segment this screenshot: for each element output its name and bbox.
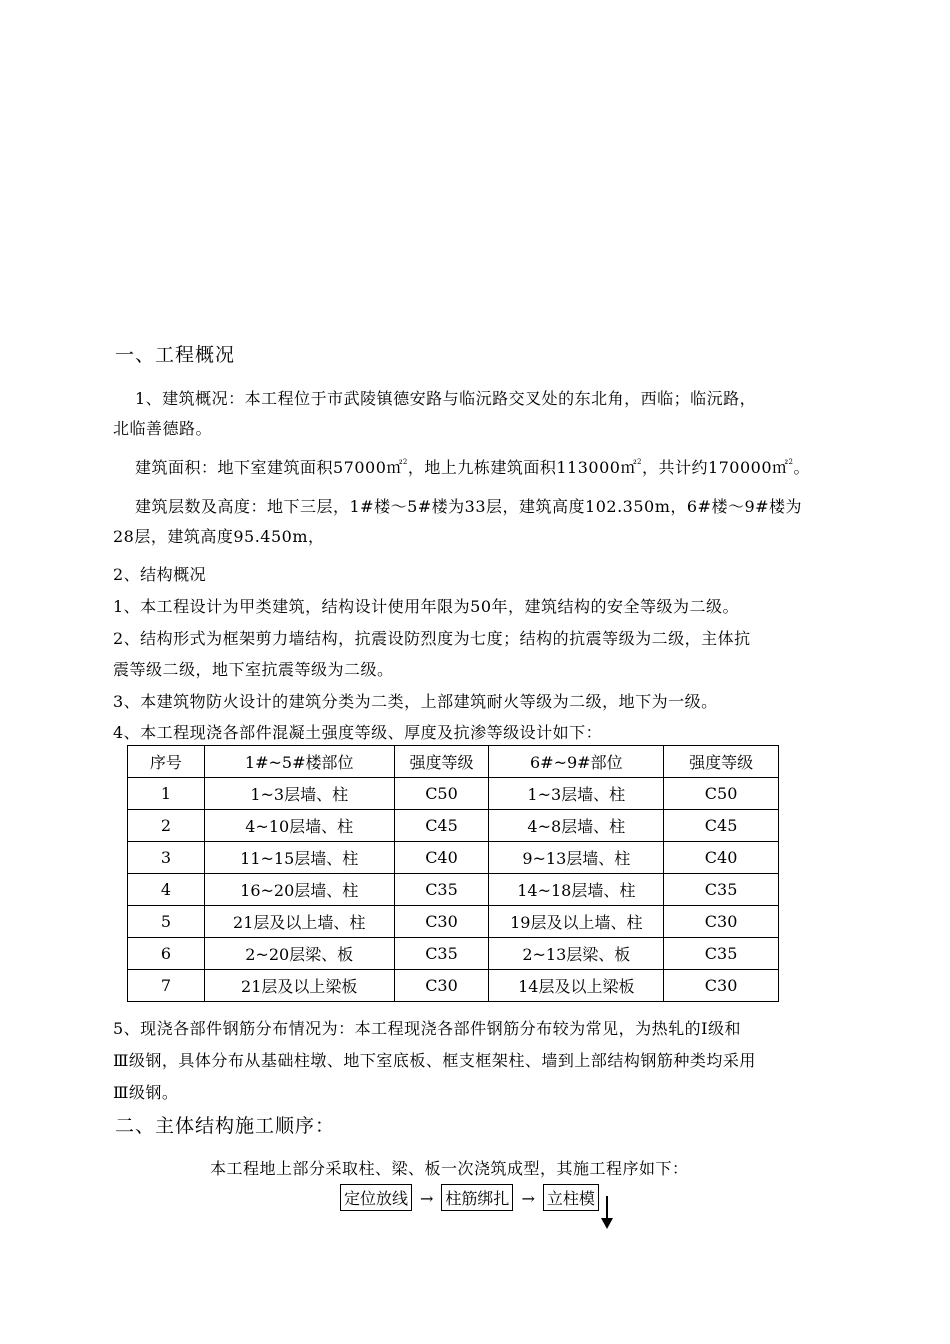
table-cell: C35	[394, 874, 489, 906]
table-cell: 2~20层梁、板	[204, 938, 394, 970]
paragraph-area	[135, 455, 810, 478]
area-basement: 建筑面积：地下室建筑面积57000㎡	[135, 458, 403, 477]
area-sup-3: 2	[788, 458, 794, 466]
flow-down-arrow-line	[606, 1196, 608, 1218]
section-title-overview: 一、工程概况	[115, 344, 236, 366]
table-cell: 11~15层墙、柱	[204, 842, 394, 874]
table-cell: C30	[394, 906, 489, 938]
table-cell: C30	[664, 906, 779, 938]
table-cell: C35	[664, 938, 779, 970]
rebar-paragraph-line3: Ⅲ级钢。	[113, 1083, 179, 1102]
table-cell: 1	[128, 778, 205, 810]
area-end: 。	[793, 458, 811, 477]
table-cell: 4	[128, 874, 205, 906]
table-cell: 21层及以上梁板	[204, 970, 394, 1002]
rebar-paragraph-line1: 5、现浇各部件钢筋分布情况为：本工程现浇各部件钢筋分布较为常见，为热轧的Ⅰ级和	[113, 1019, 742, 1038]
construction-flowchart	[340, 1184, 599, 1211]
table-cell: C35	[394, 938, 489, 970]
table-cell: 16~20层墙、柱	[204, 874, 394, 906]
table-header-row	[128, 746, 779, 778]
table-cell: 3	[128, 842, 205, 874]
table-cell: C40	[664, 842, 779, 874]
paragraph-floors-line1: 建筑层数及高度：地下三层，1#楼～5#楼为33层，建筑高度102.350m，6#楼～9#楼为	[135, 497, 803, 516]
table-cell: C35	[664, 874, 779, 906]
table-cell: C40	[394, 842, 489, 874]
flow-step-positioning: 定位放线	[340, 1184, 412, 1211]
table-cell: 4~8层墙、柱	[489, 810, 664, 842]
table-header: 6#~9#部位	[489, 746, 664, 778]
rebar-paragraph-line2: Ⅲ级钢，具体分布从基础柱墩、地下室底板、框支框架柱、墙到上部结构钢筋种类均采用	[113, 1051, 756, 1070]
table-cell: 19层及以上墙、柱	[489, 906, 664, 938]
area-sup-1: 2	[402, 458, 408, 466]
table-row	[128, 970, 779, 1002]
paragraph-building-line1: 1、建筑概况：本工程位于市武陵镇德安路与临沅路交叉处的东北角，西临；临沅路，	[135, 389, 757, 408]
area-total: ，共计约170000㎡	[641, 458, 789, 477]
table-header: 序号	[128, 746, 205, 778]
table-cell: C50	[664, 778, 779, 810]
table-row	[128, 906, 779, 938]
structure-item-2-line2: 震等级二级，地下室抗震等级为二级。	[113, 660, 394, 679]
table-cell: 5	[128, 906, 205, 938]
table-cell: C45	[664, 810, 779, 842]
area-sup-2: 2	[636, 458, 642, 466]
table-cell: C45	[394, 810, 489, 842]
table-header: 1#~5#楼部位	[204, 746, 394, 778]
table-cell: 14~18层墙、柱	[489, 874, 664, 906]
table-cell: 9~13层墙、柱	[489, 842, 664, 874]
table-cell: 14层及以上梁板	[489, 970, 664, 1002]
paragraph-building-line2: 北临善德路。	[113, 419, 213, 438]
structure-item-2-line1: 2、结构形式为框架剪力墙结构，抗震设防烈度为七度；结构的抗震等级为二级，主体抗	[113, 629, 751, 648]
table-row	[128, 810, 779, 842]
structure-item-1: 1、本工程设计为甲类建筑，结构设计使用年限为50年，建筑结构的安全等级为二级。	[113, 597, 740, 616]
table-cell: 21层及以上墙、柱	[204, 906, 394, 938]
flow-step-column-formwork: 立柱模	[543, 1184, 599, 1211]
table-cell: 4~10层墙、柱	[204, 810, 394, 842]
sequence-intro: 本工程地上部分采取柱、梁、板一次浇筑成型，其施工程序如下：	[210, 1159, 689, 1178]
table-header: 强度等级	[394, 746, 489, 778]
table-cell: C50	[394, 778, 489, 810]
structure-item-3: 3、本建筑物防火设计的建筑分类为二类，上部建筑耐火等级为二级，地下为一级。	[113, 692, 718, 711]
paragraph-floors-line2: 28层，建筑高度95.450m，	[113, 527, 325, 546]
table-header: 强度等级	[664, 746, 779, 778]
table-cell: 6	[128, 938, 205, 970]
table-row	[128, 778, 779, 810]
table-cell: C30	[394, 970, 489, 1002]
flow-arrow: →	[521, 1189, 535, 1208]
table-cell: 2	[128, 810, 205, 842]
section-title-sequence: 二、主体结构施工顺序：	[115, 1115, 336, 1137]
flow-arrow: →	[420, 1189, 434, 1208]
flow-step-column-rebar: 柱筋绑扎	[441, 1184, 513, 1211]
table-row	[128, 874, 779, 906]
area-aboveground: ，地上九栋建筑面积113000㎡	[407, 458, 637, 477]
table-cell: C30	[664, 970, 779, 1002]
table-cell: 7	[128, 970, 205, 1002]
table-cell: 1~3层墙、柱	[489, 778, 664, 810]
table-row	[128, 938, 779, 970]
structure-subtitle: 2、结构概况	[113, 565, 207, 584]
table-cell: 1~3层墙、柱	[204, 778, 394, 810]
structure-item-4: 4、本工程现浇各部件混凝土强度等级、厚度及抗渗等级设计如下：	[113, 723, 603, 742]
arrow-down-icon	[601, 1218, 613, 1229]
concrete-grade-table	[127, 745, 779, 1002]
table-cell: 2~13层梁、板	[489, 938, 664, 970]
table-row	[128, 842, 779, 874]
